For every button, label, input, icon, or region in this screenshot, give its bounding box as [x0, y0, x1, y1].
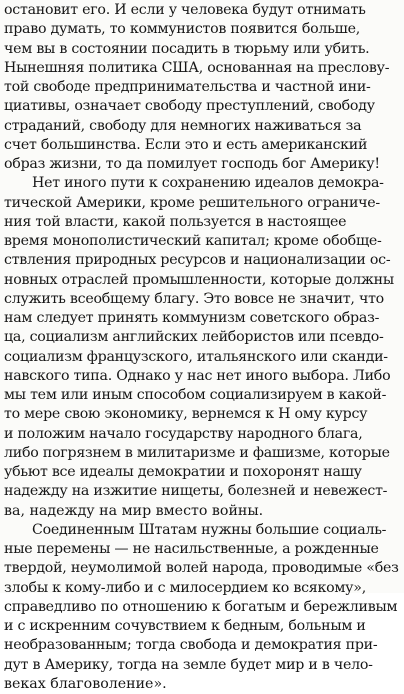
text-line: справедливо по отношению к богатым и бережливым	[4, 598, 398, 615]
text-line: счет большинства. Если это и есть американский	[4, 136, 368, 153]
text-line: веках благоволение».	[4, 675, 167, 692]
text-line: дут в Америку, тогда на земле будет мир и в чело-	[4, 656, 373, 673]
text-line: Нынешняя политика США, основанная на преслову-	[4, 59, 390, 76]
text-line: ния той власти, какой пользуется в настоящее	[4, 213, 347, 230]
text-line: циативы, означает свободу преступлений, свободу	[4, 98, 375, 115]
text-line: надежду на изжитие нищеты, болезней и невежест-	[4, 483, 388, 500]
text-line: тической Америки, кроме решительного ограниче-	[4, 194, 380, 211]
text-line: новных отраслей промышленности, которые должны	[4, 271, 394, 288]
text-line: той свободе предпринимательства и частной ини-	[4, 79, 371, 95]
text-line: ца, социализм английских лейбористов или псевдо-	[4, 329, 384, 346]
text-line: твердой, неумолимой волей народа, проводимые «без	[4, 560, 399, 577]
text-line: злобы к кому-либо и с милосердием ко всякому»,	[4, 579, 366, 596]
text-column	[4, 1, 399, 694]
text-line: ные перемены — не насильственные, а рожденные	[4, 541, 379, 557]
text-line: либо погрязнем в милитаризме и фашизме, которые	[4, 444, 390, 461]
paragraph-1	[4, 1, 399, 174]
text-line: навского типа. Однако у нас нет иного выбора. Либо	[4, 367, 391, 384]
text-line: и с искренним сочувствием к бедным, больным и	[4, 618, 366, 634]
text-line: социализм французского, итальянского или сканди-	[4, 348, 388, 365]
text-line: остановит его. И если у человека будут отнимать	[4, 2, 366, 18]
text-line: ва, надежду на мир вместо войны.	[4, 502, 264, 519]
text-line: ствления природных ресурсов и национализации ос-	[4, 252, 391, 269]
text-line: чем вы в состоянии посадить в тюрьму или убить.	[4, 40, 370, 57]
text-line: право думать, то коммунистов появится больше,	[4, 21, 360, 38]
text-line: мы тем или иным способом социализируем в какой-	[4, 387, 387, 403]
paragraph-2	[4, 174, 399, 521]
paragraph-3	[4, 521, 399, 694]
text-line: образ жизни, то да помилует господь бог Америку!	[4, 156, 380, 172]
text-line: то мере свою экономику, вернемся к Н ому курсу	[4, 406, 368, 423]
text-line: Соединенным Штатам нужны большие социаль-	[32, 521, 387, 538]
text-line: убьют все идеалы демократии и похоронят нашу	[4, 464, 362, 480]
text-line: и положим начало государству народного блага,	[4, 425, 363, 442]
text-line: служить всеобщему благу. Это вовсе не значит, что	[4, 290, 384, 307]
text-line: необразованным; тогда свобода и демократия при-	[4, 637, 378, 654]
text-line: нам следует принять коммунизм советского образ-	[4, 310, 380, 326]
text-line: страданий, свободу для немногих наживаться за	[4, 117, 362, 134]
text-line: время монополистический капитал; кроме обобще-	[4, 233, 382, 249]
text-line: Нет иного пути к сохранению идеалов демокра-	[32, 175, 384, 192]
